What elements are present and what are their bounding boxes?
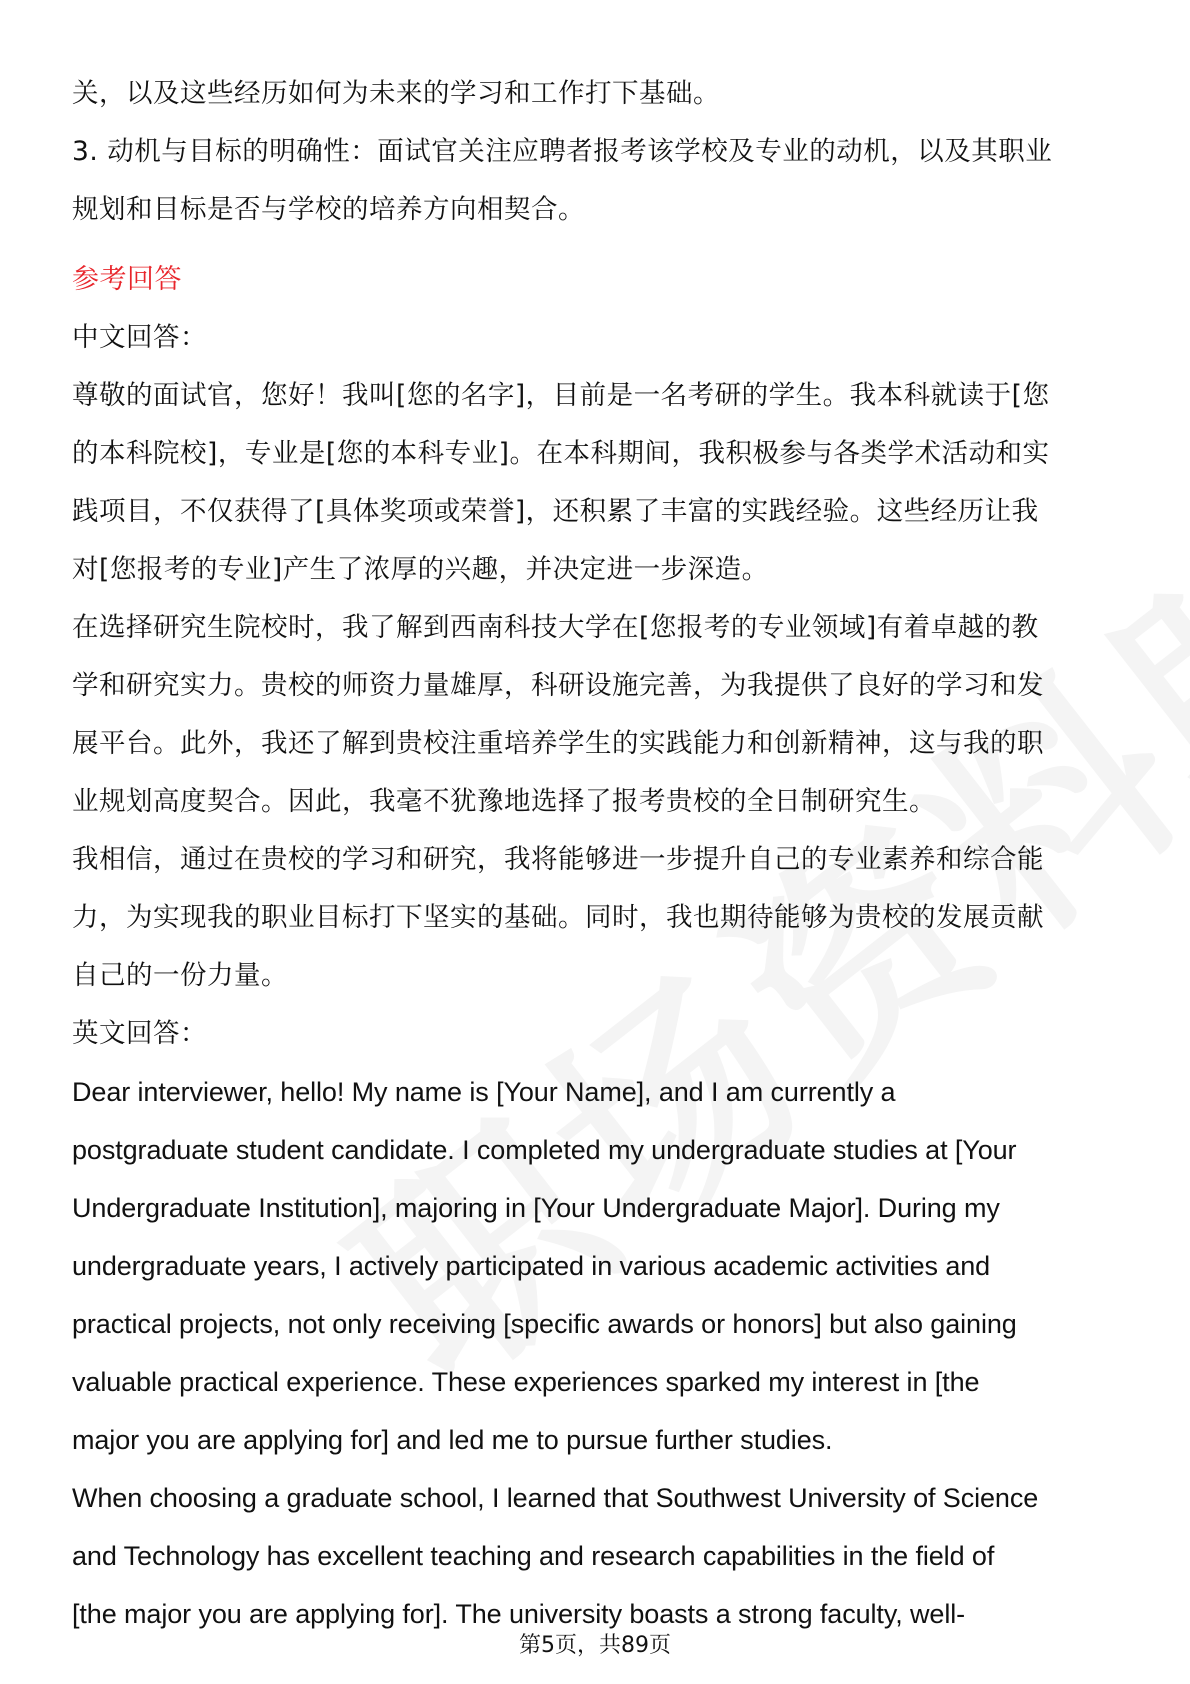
page-number: 第5页，共89页: [519, 1633, 671, 1658]
intro-line: 3. 动机与目标的明确性：面试官关注应聘者报考该学校及专业的动机，以及其职业: [72, 136, 1053, 167]
english-answer-line: Undergraduate Institution], majoring in [Your Undergraduate Major]. During my: [72, 1193, 1000, 1223]
english-answer-line: When choosing a graduate school, I learned that Southwest University of Science: [72, 1483, 1039, 1513]
intro-line: 关，以及这些经历如何为未来的学习和工作打下基础。: [72, 78, 720, 109]
chinese-answer-heading: 中文回答：: [72, 322, 207, 353]
chinese-answer-line: 对[您报考的专业]产生了浓厚的兴趣，并决定进一步深造。: [72, 554, 769, 585]
english-answer-line: major you are applying for] and led me to pursue further studies.: [72, 1425, 833, 1455]
chinese-answer-line: 力，为实现我的职业目标打下坚实的基础。同时，我也期待能够为贵校的发展贡献: [72, 902, 1044, 933]
english-answer-line: Dear interviewer, hello! My name is [Your Name], and I am currently a: [72, 1077, 896, 1107]
chinese-answer-line: 尊敬的面试官，您好！我叫[您的名字]，目前是一名考研的学生。我本科就读于[您: [72, 380, 1050, 411]
english-answer-line: undergraduate years, I actively participated in various academic activities and: [72, 1251, 991, 1281]
english-answer-heading: 英文回答：: [72, 1018, 207, 1049]
chinese-answer-line: 自己的一份力量。: [72, 960, 288, 991]
english-answer-line: and Technology has excellent teaching and research capabilities in the field of: [72, 1541, 995, 1571]
english-answer-line: valuable practical experience. These experiences sparked my interest in [the: [72, 1367, 980, 1397]
english-answer-line: [the major you are applying for]. The university boasts a strong faculty, well-: [72, 1599, 966, 1629]
chinese-answer-line: 我相信，通过在贵校的学习和研究，我将能够进一步提升自己的专业素养和综合能: [72, 844, 1044, 875]
document-body: [72, 65, 1122, 1643]
chinese-answer-line: 践项目，不仅获得了[具体奖项或荣誉]，还积累了丰富的实践经验。这些经历让我: [72, 496, 1039, 527]
english-answer-line: practical projects, not only receiving [specific awards or honors] but also gaining: [72, 1309, 1017, 1339]
chinese-answer-line: 学和研究实力。贵校的师资力量雄厚，科研设施完善，为我提供了良好的学习和发: [72, 670, 1044, 701]
english-answer-line: postgraduate student candidate. I completed my undergraduate studies at [Your: [72, 1135, 1017, 1165]
chinese-answer-line: 展平台。此外，我还了解到贵校注重培养学生的实践能力和创新精神，这与我的职: [72, 728, 1044, 759]
reference-answer-heading: 参考回答: [72, 264, 182, 295]
chinese-answer-line: 业规划高度契合。因此，我毫不犹豫地选择了报考贵校的全日制研究生。: [72, 786, 936, 817]
chinese-answer-line: 在选择研究生院校时，我了解到西南科技大学在[您报考的专业领域]有着卓越的教: [72, 612, 1039, 643]
intro-line: 规划和目标是否与学校的培养方向相契合。: [72, 194, 585, 225]
chinese-answer-line: 的本科院校]，专业是[您的本科专业]。在本科期间，我积极参与各类学术活动和实: [72, 438, 1050, 469]
